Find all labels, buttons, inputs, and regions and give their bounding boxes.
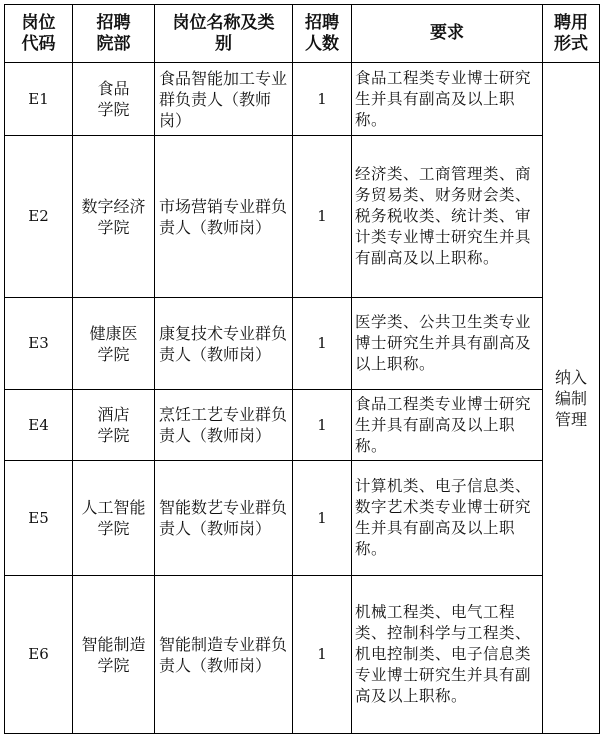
table-row (5, 576, 600, 734)
cell-requirements: 医学类、公共卫生类专业博士研究生并具有副高及以上职称。 (352, 298, 543, 390)
header-code: 岗位代码 (5, 5, 73, 63)
cell-dept: 健康医学院 (73, 298, 155, 390)
table-header-row (5, 5, 600, 63)
header-requirements: 要求 (352, 5, 543, 63)
cell-employment-form: 纳入编制管理 (543, 63, 600, 734)
cell-position-name: 烹饪工艺专业群负责人（教师岗） (155, 390, 293, 461)
table-row (5, 461, 600, 576)
cell-count: 1 (293, 298, 352, 390)
cell-count: 1 (293, 576, 352, 734)
cell-dept: 酒店学院 (73, 390, 155, 461)
cell-position-name: 智能制造专业群负责人（教师岗） (155, 576, 293, 734)
table-row (5, 63, 600, 136)
recruitment-table-document (4, 4, 600, 734)
table-row (5, 390, 600, 461)
header-dept: 招聘院部 (73, 5, 155, 63)
cell-code: E2 (5, 136, 73, 298)
cell-code: E1 (5, 63, 73, 136)
cell-position-name: 市场营销专业群负责人（教师岗） (155, 136, 293, 298)
cell-dept: 智能制造学院 (73, 576, 155, 734)
header-name: 岗位名称及类别 (155, 5, 293, 63)
cell-count: 1 (293, 390, 352, 461)
cell-requirements: 食品工程类专业博士研究生并具有副高及以上职称。 (352, 63, 543, 136)
cell-requirements: 计算机类、电子信息类、数字艺术类专业博士研究生并具有副高及以上职称。 (352, 461, 543, 576)
cell-dept: 食品学院 (73, 63, 155, 136)
cell-requirements: 经济类、工商管理类、商务贸易类、财务财会类、税务税收类、统计类、审计类专业博士研究生并具有副高及以上职称。 (352, 136, 543, 298)
cell-position-name: 康复技术专业群负责人（教师岗） (155, 298, 293, 390)
cell-count: 1 (293, 461, 352, 576)
cell-position-name: 智能数艺专业群负责人（教师岗） (155, 461, 293, 576)
cell-code: E5 (5, 461, 73, 576)
recruitment-table (4, 4, 600, 734)
cell-code: E6 (5, 576, 73, 734)
table-row (5, 136, 600, 298)
cell-count: 1 (293, 136, 352, 298)
header-employment-form: 聘用形式 (543, 5, 600, 63)
table-row (5, 298, 600, 390)
cell-code: E3 (5, 298, 73, 390)
cell-count: 1 (293, 63, 352, 136)
cell-code: E4 (5, 390, 73, 461)
cell-dept: 数字经济学院 (73, 136, 155, 298)
cell-requirements: 机械工程类、电气工程类、控制科学与工程类、机电控制类、电子信息类专业博士研究生并具有副高及以上职称。 (352, 576, 543, 734)
header-count: 招聘人数 (293, 5, 352, 63)
cell-position-name: 食品智能加工专业群负责人（教师岗） (155, 63, 293, 136)
cell-requirements: 食品工程类专业博士研究生并具有副高及以上职称。 (352, 390, 543, 461)
cell-dept: 人工智能学院 (73, 461, 155, 576)
